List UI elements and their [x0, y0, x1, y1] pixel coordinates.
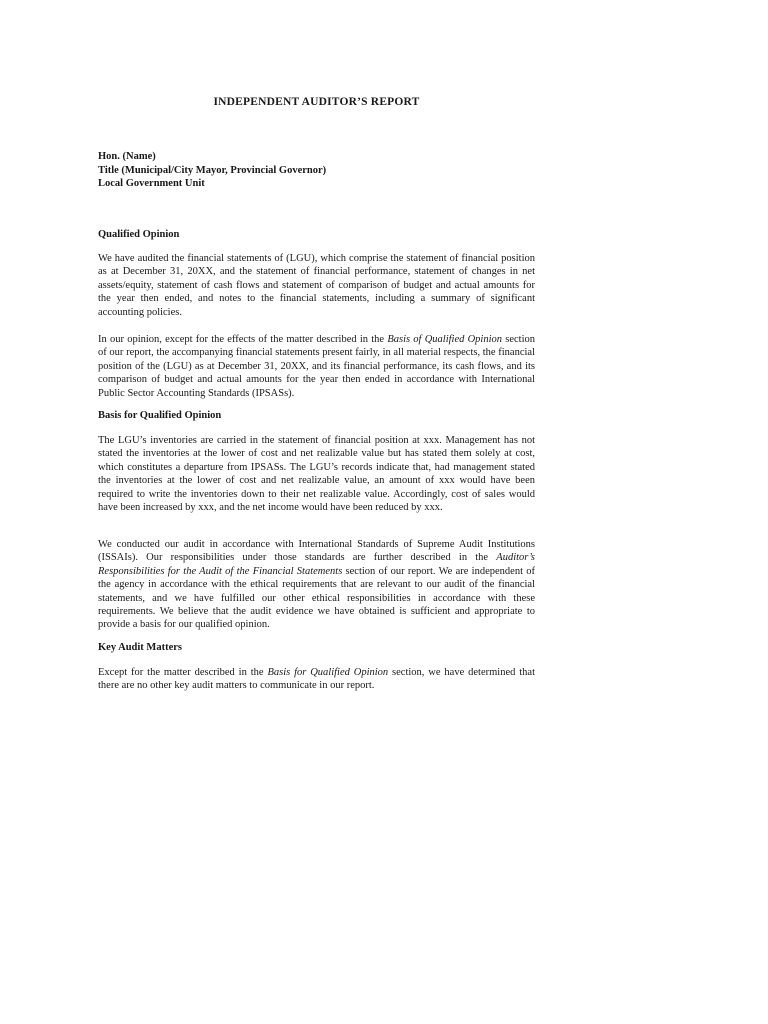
addressee-unit: Local Government Unit: [98, 178, 205, 189]
addressee-block: [98, 150, 326, 191]
italic-reference: Basis of Qualified Opinion: [387, 334, 503, 345]
report-title: INDEPENDENT AUDITOR’S REPORT: [213, 96, 420, 108]
addressee-name: Hon. (Name): [98, 151, 156, 162]
qualified-opinion-heading: Qualified Opinion: [98, 229, 180, 240]
qualified-opinion-paragraph-1: We have audited the financial statements of (LGU), which comprise the statement of financial position as at December 31, 20XX, and the statement of financial performance, statement of changes in net assets/equity, statement of cash flows and statement of comparison of budget and actual amounts for the year then ended, and notes to the financial statements, including a summary of significant accounting policies.: [98, 253, 535, 318]
text-segment: section of our report. We are independent of the agency in accordance with the ethical requirements that are relevant to our audit of the financial statements, and we have fulfilled our other ethical responsibilities in accordance with these requirements. We believe that the audit evidence we have obtained is sufficient and appropriate to provide a basis for our qualified opinion.: [98, 565, 535, 631]
basis-paragraph-2: [98, 538, 535, 632]
text-segment: section of our report, the accompanying financial statements present fairly, in all material respects, the financial position of the (LGU) as at December 31, 20XX, and its financial performance, its cash flows, and its comparison of budget and actual amounts for the year then ended in accordance with International Public Sector Accounting Standards (IPSASs).: [98, 334, 536, 399]
basis-paragraph-1: The LGU’s inventories are carried in the statement of financial position at xxx. Management has not stated the inventories at the lower of cost and net realizable value but has stated them solely at cost, which constitutes a departure from IPSASs. The LGU’s records indicate that, had management stated the inventories at the lower of cost and net realizable value, an amount of xxx would have been required to write the inventories down to their net realizable value. Accordingly, cost of sales would have been increased by xxx, and the net income would have been reduced by xxx.: [98, 435, 535, 514]
qualified-opinion-paragraph-2: [98, 333, 535, 400]
text-segment: Except for the matter described in the: [98, 667, 268, 678]
text-segment: section, we have determined that there are no other key audit matters to communicate in our report.: [98, 667, 535, 692]
addressee-title: Title (Municipal/City Mayor, Provincial Governor): [98, 164, 327, 176]
italic-reference: Basis for Qualified Opinion: [267, 667, 389, 678]
text-segment: We conducted our audit in accordance with International Standards of Supreme Audit Institutions (ISSAIs). Our responsibilities under those standards are further described in the: [98, 539, 535, 564]
text-segment: In our opinion, except for the effects of the matter described in the: [98, 334, 388, 345]
italic-reference: Auditor’s Responsibilities for the Audit of the Financial Statements: [98, 552, 535, 577]
key-audit-matters-paragraph: [98, 666, 535, 693]
basis-heading: Basis for Qualified Opinion: [98, 410, 222, 421]
key-audit-matters-heading: Key Audit Matters: [98, 642, 182, 653]
